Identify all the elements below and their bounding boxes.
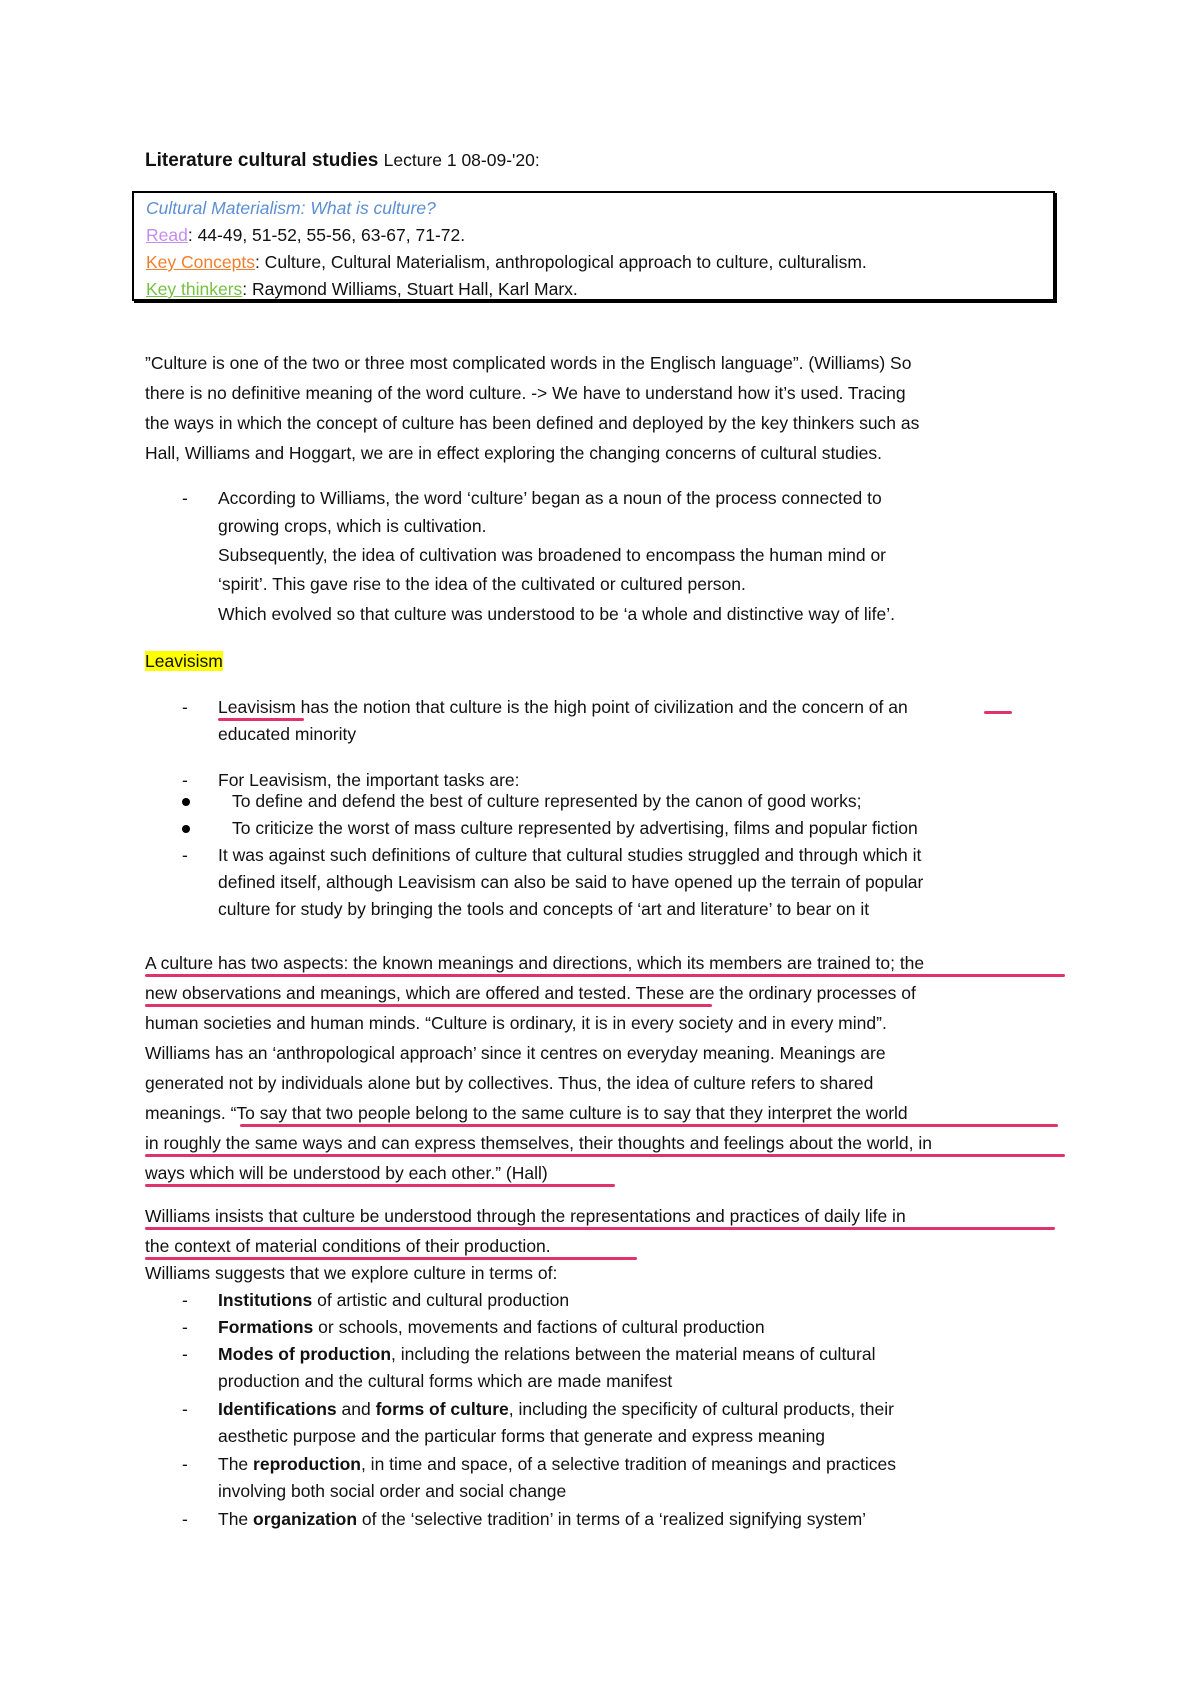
intro-line: the ways in which the concept of culture has been defined and deployed by the key thinkers such as xyxy=(145,413,920,433)
paragraph-line: in roughly the same ways and can express themselves, their thoughts and feelings about the world, in xyxy=(145,1133,932,1153)
title-lecture: Lecture 1 08-09-'20: xyxy=(383,150,540,170)
box-heading: Cultural Materialism: What is culture? xyxy=(146,198,436,218)
list-dash: - xyxy=(182,1454,188,1474)
list-dash: - xyxy=(182,1509,188,1529)
list-item-text: has the notion that culture is the high point of civilization and the concern of an xyxy=(295,697,908,717)
bullet-item: To criticize the worst of mass culture represented by advertising, films and popular fiction xyxy=(232,818,918,838)
paragraph-line: the context of material conditions of their production. xyxy=(145,1236,551,1256)
concepts-value: : Culture, Cultural Materialism, anthropological approach to culture, culturalism. xyxy=(254,252,867,272)
bullet-item: To define and defend the best of culture represented by the canon of good works; xyxy=(232,791,862,811)
paragraph-line xyxy=(145,980,916,1007)
box-thinkers-line xyxy=(146,276,578,303)
leavisism-highlight: Leavisism xyxy=(145,651,223,671)
thinkers-value: : Raymond Williams, Stuart Hall, Karl Marx. xyxy=(242,279,578,299)
term-text: and xyxy=(336,1399,376,1419)
paragraph-line: Williams suggests that we explore culture in terms of: xyxy=(145,1263,558,1283)
paragraph-line: Williams insists that culture be understood through the representations and practices of daily life in xyxy=(145,1206,906,1226)
list-item xyxy=(218,694,908,721)
underlined-text: “To say that two people belong to the same culture is to say that they interpret the world xyxy=(230,1103,908,1123)
box-concepts-line xyxy=(146,249,867,276)
list-item: Which evolved so that culture was understood to be ‘a whole and distinctive way of life’. xyxy=(218,604,896,624)
list-item xyxy=(218,1451,896,1478)
list-dash: - xyxy=(182,770,188,790)
red-underline xyxy=(145,1184,615,1187)
list-item: production and the cultural forms which are made manifest xyxy=(218,1371,673,1391)
red-underline xyxy=(984,711,1012,714)
term-text: The xyxy=(218,1454,254,1474)
paragraph-line xyxy=(145,1100,908,1127)
red-underline xyxy=(145,974,1065,977)
term-text: of artistic and cultural production xyxy=(312,1290,570,1310)
underlined-text: new observations and meanings, which are offered and tested. xyxy=(145,983,632,1003)
list-item: culture for study by bringing the tools and concepts of ‘art and literature’ to bear on it xyxy=(218,899,870,919)
list-item xyxy=(218,1396,894,1423)
list-item: growing crops, which is cultivation. xyxy=(218,516,487,536)
list-dash: - xyxy=(182,845,188,865)
intro-line: ”Culture is one of the two or three most complicated words in the Englisch language”. (Williams) So xyxy=(145,353,912,373)
paragraph-text: These are the ordinary processes of xyxy=(631,983,916,1003)
term-text: of the ‘selective tradition’ in terms of a ‘realized signifying system’ xyxy=(357,1509,867,1529)
bullet-dot xyxy=(182,798,190,806)
concepts-label: Key Concepts xyxy=(146,252,255,272)
term-bold: Institutions xyxy=(218,1290,313,1310)
term-bold: reproduction xyxy=(253,1454,361,1474)
paragraph-line: ways which will be understood by each other.” (Hall) xyxy=(145,1163,548,1183)
read-value: : 44-49, 51-52, 55-56, 63-67, 71-72. xyxy=(187,225,466,245)
page-title xyxy=(145,146,540,175)
list-item: According to Williams, the word ‘culture’ began as a noun of the process connected to xyxy=(218,488,882,508)
leavisism-underlined-word: Leavisism xyxy=(218,697,296,717)
list-dash: - xyxy=(182,1344,188,1364)
term-bold: organization xyxy=(253,1509,358,1529)
summary-box xyxy=(132,191,1055,301)
term-bold: Formations xyxy=(218,1317,314,1337)
thinkers-label: Key thinkers xyxy=(146,279,243,299)
red-underline xyxy=(145,1154,1065,1157)
list-item: It was against such definitions of culture that cultural studies struggled and through which it xyxy=(218,845,922,865)
list-item: For Leavisism, the important tasks are: xyxy=(218,770,520,790)
term-text: The xyxy=(218,1509,254,1529)
bullet-dot xyxy=(182,825,190,833)
list-item xyxy=(218,1287,569,1314)
list-dash: - xyxy=(182,488,188,508)
term-text: , including the relations between the material means of cultural xyxy=(391,1344,876,1364)
term-bold: Identifications xyxy=(218,1399,337,1419)
list-item: educated minority xyxy=(218,724,357,744)
intro-line: Hall, Williams and Hoggart, we are in effect exploring the changing concerns of cultural studies. xyxy=(145,443,882,463)
paragraph-line: Williams has an ‘anthropological approach’ since it centres on everyday meaning. Meanings are xyxy=(145,1043,886,1063)
term-bold: forms of culture xyxy=(375,1399,509,1419)
list-item: aesthetic purpose and the particular forms that generate and express meaning xyxy=(218,1426,826,1446)
list-item: ‘spirit’. This gave rise to the idea of the cultivated or cultured person. xyxy=(218,574,746,594)
read-label: Read xyxy=(146,225,188,245)
list-dash: - xyxy=(182,1290,188,1310)
section-heading-leavisism xyxy=(145,648,223,675)
list-dash: - xyxy=(182,1317,188,1337)
list-dash: - xyxy=(182,1399,188,1419)
list-dash: - xyxy=(182,697,188,717)
list-item xyxy=(218,1506,866,1533)
term-text: , in time and space, of a selective tradition of meanings and practices xyxy=(360,1454,896,1474)
intro-line: there is no definitive meaning of the word culture. -> We have to understand how it’s used. Tracing xyxy=(145,383,906,403)
paragraph-text: meanings. xyxy=(145,1103,231,1123)
red-underline xyxy=(240,1124,1058,1127)
list-item: defined itself, although Leavisism can also be said to have opened up the terrain of popular xyxy=(218,872,924,892)
list-item: involving both social order and social change xyxy=(218,1481,567,1501)
list-item: Subsequently, the idea of cultivation was broadened to encompass the human mind or xyxy=(218,545,887,565)
paragraph-line: generated not by individuals alone but by collectives. Thus, the idea of culture refers to shared xyxy=(145,1073,874,1093)
paragraph-line: human societies and human minds. “Culture is ordinary, it is in every society and in every mind”. xyxy=(145,1013,887,1033)
red-underline xyxy=(145,1004,712,1007)
list-item xyxy=(218,1341,875,1368)
term-bold: Modes of production xyxy=(218,1344,392,1364)
term-text: , including the specificity of cultural products, their xyxy=(508,1399,894,1419)
box-read-line xyxy=(146,222,465,249)
red-underline xyxy=(145,1227,1055,1230)
list-item xyxy=(218,1314,765,1341)
paragraph-line: A culture has two aspects: the known meanings and directions, which its members are trained to; the xyxy=(145,953,925,973)
term-text: or schools, movements and factions of cultural production xyxy=(313,1317,765,1337)
title-bold: Literature cultural studies xyxy=(145,150,379,171)
